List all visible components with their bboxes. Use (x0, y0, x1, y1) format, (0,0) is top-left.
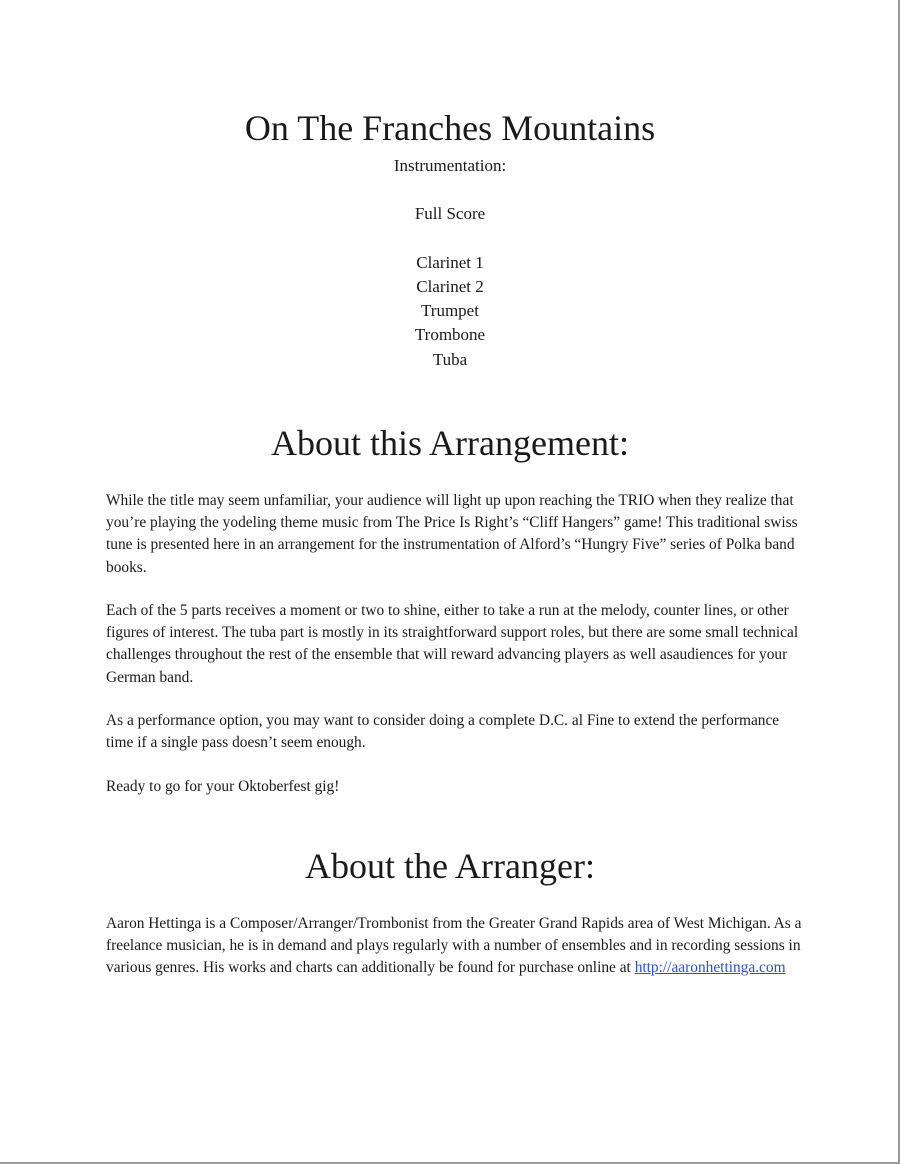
instrument-list (0, 202, 900, 372)
instrument-item: Trumpet (421, 301, 479, 321)
instrument-item: Clarinet 1 (416, 252, 484, 272)
arrangement-paragraph: As a performance option, you may want to consider doing a complete D.C. al Fine to extend the performance time if a single pass doesn’t seem enough. (106, 712, 780, 752)
instrument-item: Trombone (414, 325, 486, 345)
arrangement-paragraph: Each of the 5 parts receives a moment or two to shine, either to take a run at the melody, counter lines, or other figures of interest. The tuba part is mostly in its straightforward support roles, but there are some small technical challenges throughout the rest of the ensemble that will reward advancing players as well asaudiences for your German band. (106, 602, 799, 686)
instrumentation-label: Instrumentation: (393, 156, 507, 175)
document-title: On The Franches Mountains (244, 108, 656, 148)
full-score-item: Full Score (414, 204, 486, 223)
arrangement-paragraph: While the title may seem unfamiliar, your audience will light up upon reaching the TRIO when they realize that you’re playing the yodeling theme music from The Price Is Right’s “Cliff Hangers” game! This traditional swiss tune is presented here in an arrangement for the instrumentation of Alford’s “Hungry Five” series of Polka band books. (106, 492, 798, 576)
arrangement-paragraph: Ready to go for your Oktoberfest gig! (106, 778, 340, 795)
arranger-heading: About the Arranger: (305, 846, 595, 886)
arranger-website-link[interactable]: http://aaronhettinga.com (634, 959, 786, 977)
arranger-bio-text: Aaron Hettinga is a Composer/Arranger/Trombonist from the Greater Grand Rapids area of West Michigan. As a freelance musician, he is in demand and plays regularly with a number of ensembles and in recording sessions in various genres. His works and charts can additionally be found for purchase online at (106, 915, 802, 977)
instrument-item: Clarinet 2 (416, 276, 484, 296)
arrangement-heading: About this Arrangement: (271, 423, 629, 463)
instrument-item: Tuba (432, 349, 468, 369)
list-spacer (0, 226, 900, 250)
arranger-bio (106, 913, 806, 980)
